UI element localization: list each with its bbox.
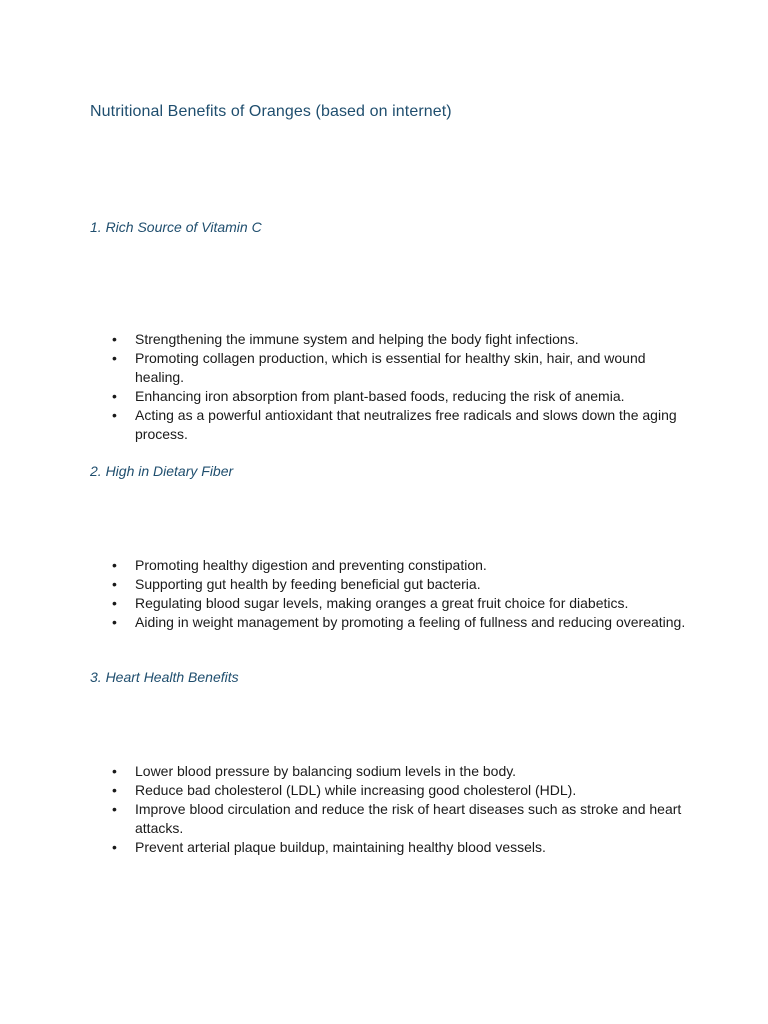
list-item: • Regulating blood sugar levels, making oranges a great fruit choice for diabetics. — [90, 594, 690, 613]
document-title: Nutritional Benefits of Oranges (based on internet) — [90, 103, 452, 120]
vitamin-c-benefits-list — [90, 330, 690, 444]
list-item: • Aiding in weight management by promoting a feeling of fullness and reducing overeating. — [90, 613, 690, 632]
list-item: • Enhancing iron absorption from plant-based foods, reducing the risk of anemia. — [90, 387, 690, 406]
list-item: • Promoting collagen production, which is essential for healthy skin, hair, and wound healing. — [90, 349, 690, 387]
dietary-fiber-benefits-list — [90, 556, 690, 632]
heart-health-benefits-list — [90, 762, 690, 857]
section-heading-dietary-fiber: 2. High in Dietary Fiber — [90, 463, 234, 479]
list-item: • Improve blood circulation and reduce the risk of heart diseases such as stroke and heart attacks. — [90, 800, 690, 838]
section-heading-vitamin-c: 1. Rich Source of Vitamin C — [90, 219, 262, 235]
section-heading-heart-health: 3. Heart Health Benefits — [90, 669, 239, 685]
list-item: • Acting as a powerful antioxidant that neutralizes free radicals and slows down the aging process. — [90, 406, 690, 444]
list-item: • Reduce bad cholesterol (LDL) while increasing good cholesterol (HDL). — [90, 781, 690, 800]
list-item: • Prevent arterial plaque buildup, maintaining healthy blood vessels. — [90, 838, 690, 857]
list-item: • Supporting gut health by feeding beneficial gut bacteria. — [90, 575, 690, 594]
list-item: • Promoting healthy digestion and preventing constipation. — [90, 556, 690, 575]
list-item: • Lower blood pressure by balancing sodium levels in the body. — [90, 762, 690, 781]
list-item: • Strengthening the immune system and helping the body fight infections. — [90, 330, 690, 349]
